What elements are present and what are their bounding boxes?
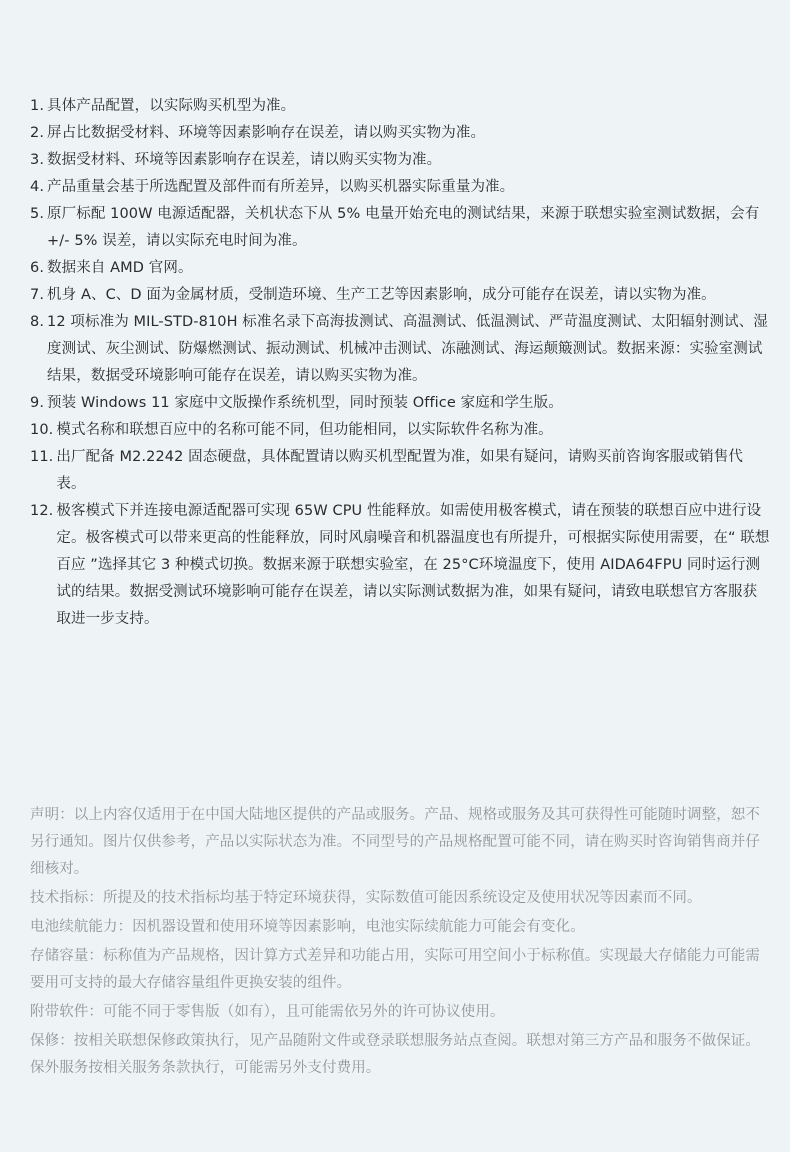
note-item (30, 174, 770, 201)
note-item (30, 498, 770, 633)
disclaimer-tech-specs: 技术指标：所提及的技术指标均基于特定环境获得，实际数值可能因系统设定及使用状况等因素而不同。 (30, 890, 702, 906)
note-text: 具体产品配置，以实际购买机型为准。 (47, 98, 296, 114)
note-number: 6. (30, 260, 45, 276)
note-text: 数据受材料、环境等因素影响存在误差，请以购买实物为准。 (47, 152, 442, 168)
note-number: 7. (30, 287, 45, 303)
disclaimer-battery-life: 电池续航能力：因机器设置和使用环境等因素影响，电池实际续航能力可能会有变化。 (30, 919, 585, 935)
disclaimer-statement: 声明：以上内容仅适用于在中国大陆地区提供的产品或服务。产品、规格或服务及其可获得性可能随时调整，恕不另行通知。图片仅供参考，产品以实际状态为准。不同型号的产品规格配置可能不同，请在购买时咨询销售商并仔细核对。 (30, 807, 760, 877)
note-item (30, 147, 770, 174)
note-text: 12 项标准为 MIL-STD-810H 标准名录下高海拔测试、高温测试、低温测试、严苛温度测试、太阳辐射测试、湿度测试、灰尘测试、防爆燃测试、振动测试、机械冲击测试、冻融测试、海运颠簸测试。数据来源：实验室测试结果，数据受环境影响可能存在误差，请以购买实物为准。 (47, 314, 768, 384)
note-item (30, 309, 770, 390)
note-number: 8. (30, 314, 45, 330)
note-number: 2. (30, 125, 45, 141)
note-number: 3. (30, 152, 45, 168)
note-item (30, 444, 770, 498)
note-item (30, 93, 770, 120)
note-text: 极客模式下并连接电源适配器可实现 65W CPU 性能释放。如需使用极客模式，请在预装的联想百应中进行设定。极客模式可以带来更高的性能释放，同时风扇噪音和机器温度也有所提升，可根据实际使用需要，在“ 联想百应 ”选择其它 3 种模式切换。数据来源于联想实验室，在 25°C环境温度下，使用 AIDA64FPU 同时运行测试的结果。数据受测试环境影响可能存在误差，请以实际测试数据为准，如果有疑问，请致电联想官方客服获取进一步支持。 (56, 503, 770, 627)
note-item (30, 120, 770, 147)
note-item (30, 201, 770, 255)
note-text: 预装 Windows 11 家庭中文版操作系统机型，同时预装 Office 家庭和学生版。 (47, 395, 563, 411)
product-notes-list (30, 93, 770, 633)
note-number: 9. (30, 395, 45, 411)
note-number: 12. (30, 503, 54, 519)
note-item (30, 417, 770, 444)
note-number: 5. (30, 206, 45, 222)
disclaimer-storage-capacity: 存储容量：标称值为产品规格，因计算方式差异和功能占用，实际可用空间小于标称值。实现最大存储能力可能需要用可支持的最大存储容量组件更换安装的组件。 (30, 948, 760, 991)
disclaimer-warranty: 保修：按相关联想保修政策执行，见产品随附文件或登录联想服务站点查阅。联想对第三方产品和服务不做保证。保外服务按相关服务条款执行，可能需另外支付费用。 (30, 1033, 760, 1076)
note-item (30, 282, 770, 309)
note-number: 11. (30, 449, 54, 465)
note-text: 原厂标配 100W 电源适配器，关机状态下从 5% 电量开始充电的测试结果，来源于联想实验室测试数据，会有 +/- 5% 误差，请以实际充电时间为准。 (47, 206, 760, 249)
note-number: 1. (30, 98, 45, 114)
note-text: 数据来自 AMD 官网。 (47, 260, 193, 276)
note-number: 4. (30, 179, 45, 195)
disclaimer-bundled-software: 附带软件：可能不同于零售版（如有），且可能需依另外的许可协议使用。 (30, 1004, 505, 1020)
note-text: 模式名称和联想百应中的名称可能不同，但功能相同，以实际软件名称为准。 (56, 422, 553, 438)
legal-disclaimer (30, 802, 770, 1084)
note-item (30, 390, 770, 417)
note-text: 屏占比数据受材料、环境等因素影响存在误差，请以购买实物为准。 (47, 125, 486, 141)
note-text: 机身 A、C、D 面为金属材质，受制造环境、生产工艺等因素影响，成分可能存在误差，请以实物为准。 (47, 287, 716, 303)
note-text: 产品重量会基于所选配置及部件而有所差异，以购买机器实际重量为准。 (47, 179, 515, 195)
note-item (30, 255, 770, 282)
note-number: 10. (30, 422, 54, 438)
note-text: 出厂配备 M2.2242 固态硬盘，具体配置请以购买机型配置为准，如果有疑问，请购买前咨询客服或销售代表。 (56, 449, 743, 492)
